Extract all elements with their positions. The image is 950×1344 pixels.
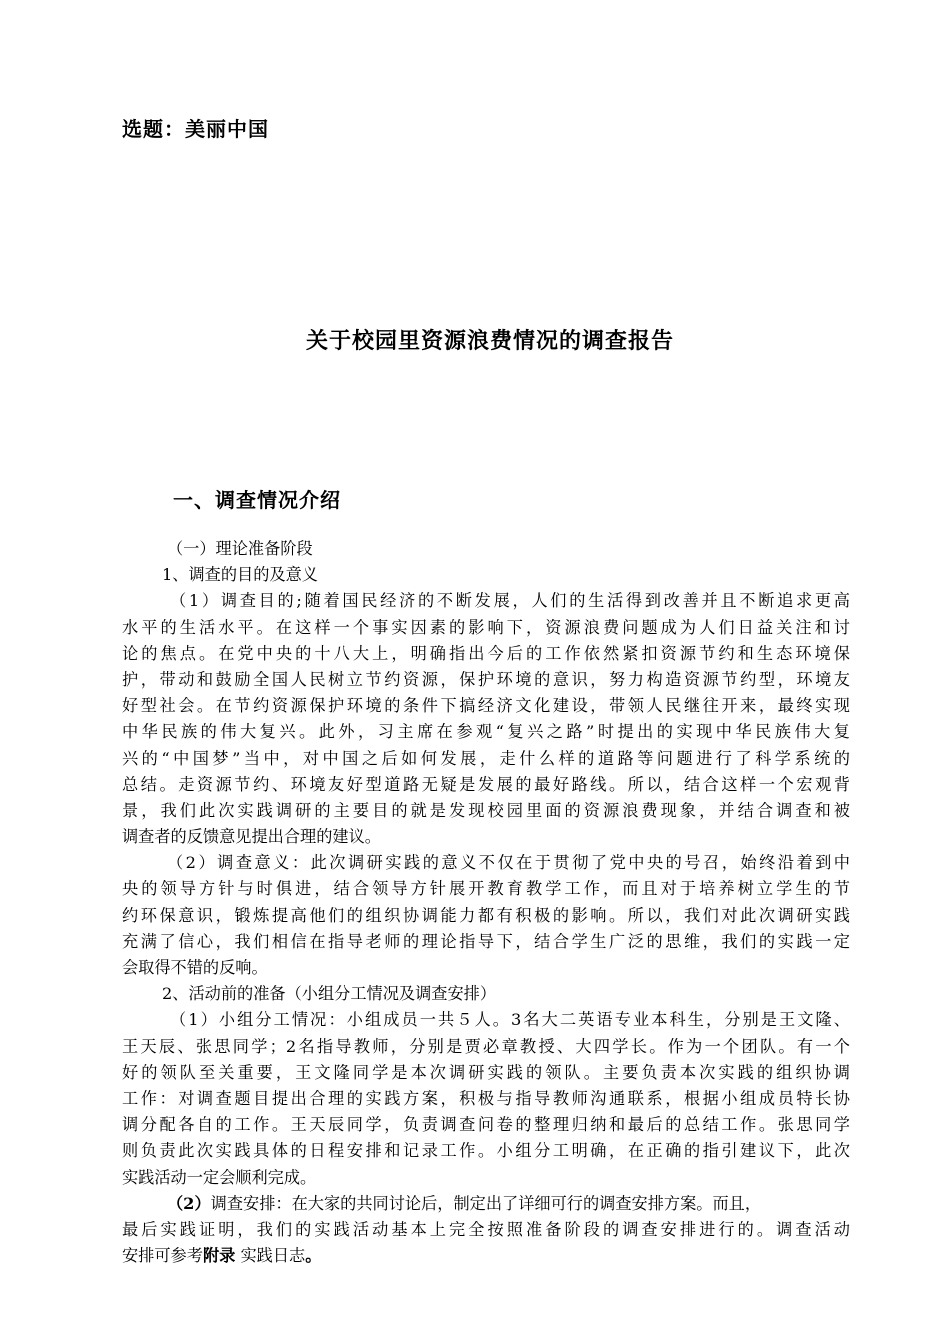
text-line: 护，带动和鼓励全国人民树立节约资源，保护环境的意识，努力构造资源节约型，环境友 [122,669,850,689]
text-line: 总结。走资源节约、环境友好型道路无疑是发展的最好路线。所以，结合这样一个宏观背 [122,774,850,794]
paragraph-significance [122,850,850,981]
text-line: 论的焦点。在党中央的十八大上，明确指出今后的工作依然紧扣资源节约和生态环境保 [122,643,850,663]
text-line: （1）小组分工情况：小组成员一共５人。3名大二英语专业本科生，分别是王文隆、 [170,1010,850,1030]
text-span: 调查安排：在大家的共同讨论后，制定出了详细可行的调查安排方案。而且， [210,1193,762,1213]
text-span: 。 [305,1246,322,1266]
text-line: 工作：对调查题目提出合理的实践方案，积极与指导教师沟通联系，根据小组成员特长协 [122,1088,850,1108]
text-line [122,1191,850,1217]
text-line: 好型社会。在节约资源保护环境的条件下搞经济文化建设，带领人民继往开来，最终实现 [122,696,850,716]
text-span: 安排可参考 [122,1246,203,1266]
text-line: 央的领导方针与时俱进，结合领导方针展开教育教学工作，而且对于培养树立学生的节 [122,879,850,899]
text-line: （2）调查意义：此次调研实践的意义不仅在于贯彻了党中央的号召，始终沿着到中 [167,853,850,873]
text-line [122,1243,850,1269]
report-title: 关于校园里资源浪费情况的调查报告 [305,329,674,354]
text-line: 调查者的反馈意见提出合理的建议。 [122,827,381,847]
text-line: 则负责此次实践具体的日程安排和记录工作。小组分工明确，在正确的指引建议下，此次 [122,1141,850,1161]
bold-lead: （2） [167,1193,211,1213]
paragraph-purpose [122,588,850,850]
text-line: 调分配各自的工作。王天辰同学，负责调查问卷的整理归纳和最后的总结工作。张思同学 [122,1115,850,1135]
text-line: （1）调查目的;随着国民经济的不断发展，人们的生活得到改善并且不断追求更高 [170,591,850,611]
text-line: 好的领队至关重要，王文隆同学是本次调研实践的领队。主要负责本次实践的组织协调 [122,1062,850,1082]
topic-heading: 选题：美丽中国 [122,117,269,141]
text-line: 充满了信心，我们相信在指导老师的理论指导下，结合学生广泛的思维，我们的实践一定 [122,931,850,951]
paragraph-division [122,1007,850,1190]
text-line: 会取得不错的反响。 [122,958,268,977]
text-line: 水平的生活水平。在这样一个事实因素的影响下，资源浪费问题成为人们日益关注和讨 [122,617,850,637]
report-body [122,536,850,1269]
text-line: 景，我们此次实践调研的主要目的就是发现校园里面的资源浪费现象，并结合调查和被 [122,800,850,820]
paragraph-schedule [122,1191,850,1270]
text-line: 中华民族的伟大复兴。此外，习主席在参观“复兴之路”时提出的实现中华民族伟大复 [122,722,850,742]
text-line: 最后实践证明，我们的实践活动基本上完全按照准备阶段的调查安排进行的。调查活动 [122,1219,850,1239]
text-line: 约环保意识，锻炼提高他们的组织协调能力都有积极的影响。所以，我们对此次调研实践 [122,905,850,925]
text-line: 王天辰、张思同学；2名指导教师，分别是贾必章教授、大四学长。作为一个团队。有一个 [122,1036,850,1056]
text-line: 兴的“中国梦”当中，对中国之后如何发展，走什么样的道路等问题进行了科学系统的 [122,748,850,768]
text-span: 实践日志 [235,1246,306,1266]
subsection-heading: （一）理论准备阶段 [167,539,313,558]
item-heading: 1、调查的目的及意义 [162,565,318,585]
appendix-reference: 附录 [202,1246,236,1266]
item-heading: 2、活动前的准备（小组分工情况及调查安排） [162,984,497,1004]
text-line: 实践活动一定会顺利完成。 [122,1167,317,1187]
section-heading: 一、调查情况介绍 [173,488,341,512]
